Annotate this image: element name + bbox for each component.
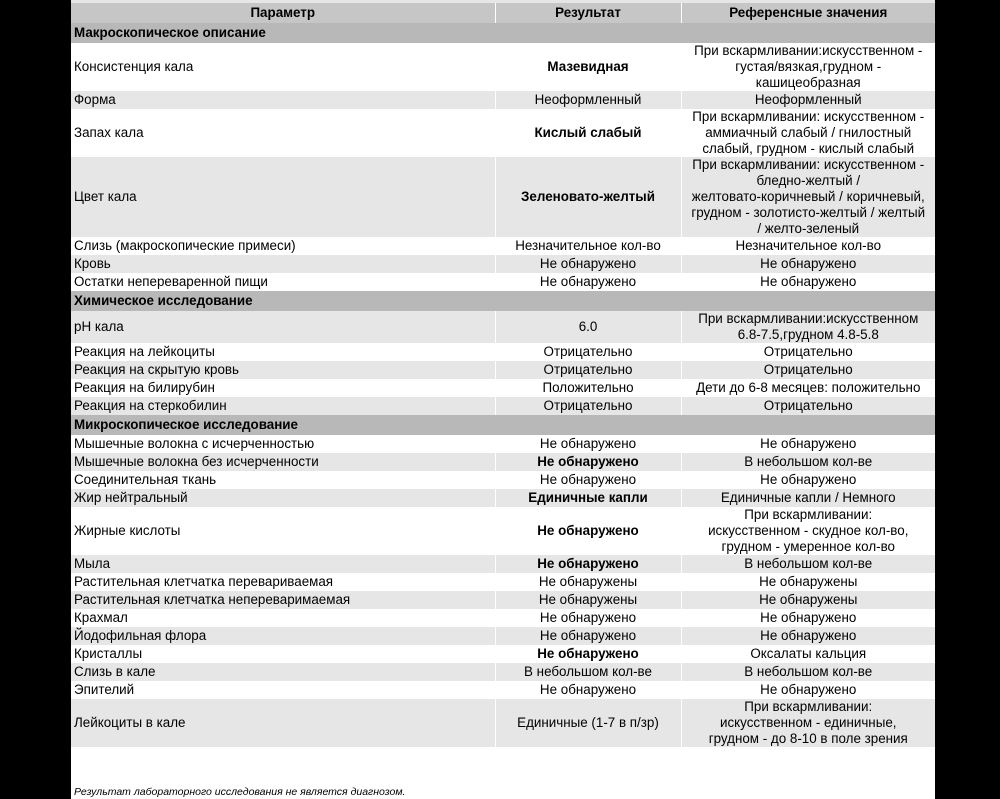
parameter-cell: Соединительная ткань	[74, 472, 217, 487]
reference-line: Дети до 6-8 месяцев: положительно	[696, 380, 921, 395]
parameter-cell: Запах кала	[74, 125, 144, 140]
reference-line: В небольшом кол-ве	[744, 454, 873, 469]
section-header	[71, 415, 935, 435]
reference-line: Не обнаружено	[760, 436, 857, 451]
result-cell: Отрицательно	[495, 397, 681, 415]
reference-line: Единичные капли / Немного	[720, 490, 896, 505]
result-cell: Неоформленный	[495, 91, 681, 109]
reference-line: грудном - умеренное кол-во	[721, 539, 896, 554]
reference-cell	[681, 435, 935, 453]
section-title: Химическое исследование	[71, 291, 935, 311]
parameter-cell: Мыла	[71, 555, 495, 573]
reference-line: Не обнаружены	[759, 592, 858, 607]
parameter-cell: Слизь (макроскопические примеси)	[74, 238, 296, 253]
parameter-cell: Йодофильная флора	[71, 627, 495, 645]
result-cell: Кислый слабый	[495, 109, 681, 157]
reference-cell	[681, 361, 935, 379]
reference-cell	[681, 237, 935, 255]
reference-line: Отрицательно	[763, 344, 853, 359]
reference-line: Не обнаружено	[760, 256, 857, 271]
reference-cell	[681, 645, 935, 663]
result-cell: Не обнаружены	[495, 591, 681, 609]
reference-line: желтовато-коричневый / коричневый,	[691, 189, 925, 204]
table-row	[71, 555, 935, 573]
reference-cell	[681, 255, 935, 273]
reference-line: При вскармливании: искусственном -	[692, 109, 925, 124]
table-row	[71, 255, 935, 273]
reference-line: Оксалаты кальция	[750, 646, 867, 661]
parameter-cell: Реакция на стеркобилин	[71, 397, 495, 415]
reference-cell	[681, 397, 935, 415]
reference-cell	[681, 379, 935, 397]
reference-line: Не обнаружено	[760, 610, 857, 625]
parameter-cell: Остатки непереваренной пищи	[74, 274, 268, 289]
result-cell: Не обнаружено	[495, 555, 681, 573]
result-cell: Не обнаружено	[495, 471, 681, 489]
table-header-row	[71, 3, 935, 23]
result-cell: Не обнаружено	[495, 453, 681, 471]
section-title: Макроскопическое описание	[71, 23, 935, 43]
reference-cell	[681, 109, 935, 157]
result-cell: В небольшом кол-ве	[495, 663, 681, 681]
reference-line: Не обнаружено	[760, 682, 857, 697]
result-cell: Зеленовато-желтый	[495, 157, 681, 237]
result-cell: Единичные (1-7 в п/зр)	[495, 699, 681, 747]
disclaimer-note: Результат лабораторного исследования не является диагнозом.	[74, 786, 406, 798]
section-header	[71, 23, 935, 43]
reference-line: При вскармливании:искусственном -	[694, 43, 923, 58]
reference-cell	[681, 91, 935, 109]
parameter-cell: Жирные кислоты	[74, 523, 181, 538]
reference-cell	[681, 609, 935, 627]
table-row	[71, 627, 935, 645]
table-row	[71, 43, 935, 91]
result-cell: Не обнаружено	[495, 609, 681, 627]
table-row	[71, 397, 935, 415]
table-row	[71, 361, 935, 379]
table-row	[71, 471, 935, 489]
reference-line: Отрицательно	[763, 362, 853, 377]
reference-line: Не обнаружено	[760, 472, 857, 487]
result-cell: Не обнаружены	[495, 573, 681, 591]
result-cell: 6.0	[495, 311, 681, 343]
result-cell: Единичные капли	[495, 489, 681, 507]
reference-line: Незначительное кол-во	[735, 238, 882, 253]
reference-cell	[681, 311, 935, 343]
reference-cell	[681, 453, 935, 471]
reference-line: Не обнаружено	[760, 628, 857, 643]
table-body	[71, 23, 935, 747]
reference-cell	[681, 507, 935, 555]
result-cell: Положительно	[495, 379, 681, 397]
parameter-cell: Мышечные волокна с исчерченностью	[74, 436, 315, 451]
table-row	[71, 343, 935, 361]
reference-cell	[681, 343, 935, 361]
reference-line: искусственном - единичные,	[720, 715, 897, 730]
table-row	[71, 379, 935, 397]
reference-line: кашицеобразная	[755, 75, 861, 90]
table-row	[71, 663, 935, 681]
reference-cell	[681, 43, 935, 91]
result-cell: Отрицательно	[495, 343, 681, 361]
parameter-cell: Форма	[71, 91, 495, 109]
results-table	[71, 3, 935, 747]
parameter-cell: Жир нейтральный	[71, 489, 495, 507]
reference-line: 6.8-7.5,грудном 4.8-5.8	[737, 327, 879, 342]
reference-line: грудном - золотисто-желтый / желтый	[691, 205, 926, 220]
reference-cell	[681, 157, 935, 237]
result-cell: Незначительное кол-во	[495, 237, 681, 255]
table-row	[71, 609, 935, 627]
parameter-cell: Кровь	[71, 255, 495, 273]
result-cell: Мазевидная	[495, 43, 681, 91]
table-row	[71, 311, 935, 343]
table-row	[71, 645, 935, 663]
reference-line: При вскармливании:	[744, 507, 873, 522]
header-result: Результат	[495, 3, 681, 23]
result-cell: Отрицательно	[495, 361, 681, 379]
reference-line: В небольшом кол-ве	[744, 556, 873, 571]
reference-line: При вскармливании:искусственном	[698, 311, 919, 326]
table-row	[71, 237, 935, 255]
reference-cell	[681, 555, 935, 573]
parameter-cell: Лейкоциты в кале	[71, 699, 495, 747]
parameter-cell: Реакция на билирубин	[74, 380, 215, 395]
reference-cell	[681, 573, 935, 591]
parameter-cell: Растительная клетчатка непереваримаемая	[71, 591, 495, 609]
result-cell: Не обнаружено	[495, 645, 681, 663]
report-sheet	[71, 0, 935, 799]
table-row	[71, 273, 935, 291]
reference-line: слабый, грудном - кислый слабый	[702, 141, 915, 156]
parameter-cell: Кристаллы	[74, 646, 143, 661]
reference-line: бледно-желтый /	[756, 173, 861, 188]
reference-cell	[681, 273, 935, 291]
table-row	[71, 507, 935, 555]
reference-line: грудном - до 8-10 в поле зрения	[708, 731, 908, 746]
header-reference: Референсные значения	[681, 3, 935, 23]
section-title: Микроскопическое исследование	[71, 415, 935, 435]
parameter-cell: Консистенция кала	[74, 59, 194, 74]
header-parameter: Параметр	[71, 3, 495, 23]
table-row	[71, 573, 935, 591]
result-cell: Не обнаружено	[495, 273, 681, 291]
reference-line: густая/вязкая,грудном -	[735, 59, 882, 74]
parameter-cell: pH кала	[71, 311, 495, 343]
reference-line: искусственном - скудное кол-во,	[708, 523, 909, 538]
parameter-cell: Реакция на лейкоциты	[74, 344, 215, 359]
reference-cell	[681, 699, 935, 747]
parameter-cell: Крахмал	[74, 610, 128, 625]
reference-cell	[681, 627, 935, 645]
reference-cell	[681, 489, 935, 507]
reference-line: Отрицательно	[763, 398, 853, 413]
result-cell: Не обнаружено	[495, 255, 681, 273]
table-row	[71, 699, 935, 747]
table-row	[71, 91, 935, 109]
reference-line: / желто-зеленый	[757, 221, 860, 236]
table-row	[71, 489, 935, 507]
result-cell: Не обнаружено	[495, 435, 681, 453]
reference-line: В небольшом кол-ве	[744, 664, 873, 679]
reference-cell	[681, 663, 935, 681]
table-row	[71, 157, 935, 237]
reference-line: Неоформленный	[754, 92, 862, 107]
parameter-cell: Реакция на скрытую кровь	[71, 361, 495, 379]
section-header	[71, 291, 935, 311]
reference-line: Не обнаружено	[760, 274, 857, 289]
result-cell: Не обнаружено	[495, 507, 681, 555]
parameter-cell: Эпителий	[74, 682, 135, 697]
table-row	[71, 435, 935, 453]
reference-line: При вскармливании:	[744, 699, 873, 714]
reference-cell	[681, 591, 935, 609]
table-row	[71, 453, 935, 471]
parameter-cell: Слизь в кале	[71, 663, 495, 681]
parameter-cell: Цвет кала	[71, 157, 495, 237]
reference-line: При вскармливании: искусственном -	[692, 157, 925, 172]
reference-line: Не обнаружены	[759, 574, 858, 589]
result-cell: Не обнаружено	[495, 627, 681, 645]
reference-cell	[681, 471, 935, 489]
result-cell: Не обнаружено	[495, 681, 681, 699]
reference-cell	[681, 681, 935, 699]
table-row	[71, 591, 935, 609]
reference-line: аммиачный слабый / гнилостный	[705, 125, 912, 140]
parameter-cell: Растительная клетчатка перевариваемая	[74, 574, 334, 589]
table-row	[71, 109, 935, 157]
parameter-cell: Мышечные волокна без исчерченности	[71, 453, 495, 471]
table-row	[71, 681, 935, 699]
